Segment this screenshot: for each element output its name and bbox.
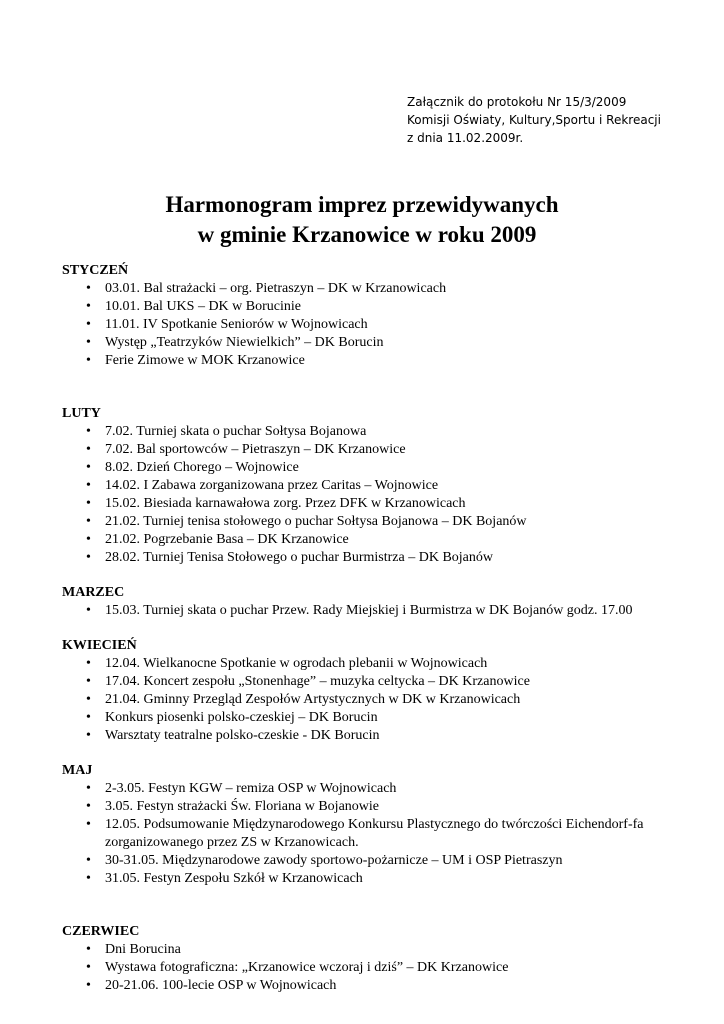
bullet-icon: • [86, 656, 91, 671]
event-text: 20-21.06. 100-lecie OSP w Wojnowicach [105, 978, 337, 993]
event-text: 7.02. Bal sportowców – Pietraszyn – DK Krzanowice [105, 442, 406, 457]
list-item [62, 780, 702, 798]
schedule [62, 262, 702, 995]
list-item [62, 709, 702, 727]
bullet-icon: • [86, 799, 91, 814]
event-text: Ferie Zimowe w MOK Krzanowice [105, 353, 305, 368]
event-text: Wystawa fotograficzna: „Krzanowice wczoraj i dziś” – DK Krzanowice [105, 960, 509, 975]
list-item [62, 441, 702, 459]
section-heading: MARZEC [62, 585, 125, 600]
event-list [62, 780, 702, 888]
event-text: 17.04. Koncert zespołu „Stonenhage” – muzyka celtycka – DK Krzanowice [105, 674, 530, 689]
event-text: Występ „Teatrzyków Niewielkich” – DK Borucin [105, 335, 384, 350]
list-item [62, 477, 702, 495]
event-text: 8.02. Dzień Chorego – Wojnowice [105, 460, 299, 475]
event-text: 14.02. I Zabawa zorganizowana przez Caritas – Wojnowice [105, 478, 439, 493]
bullet-icon: • [86, 871, 91, 886]
event-text: 12.05. Podsumowanie Międzynarodowego Konkursu Plastycznego do twórczości Eichendorf-fa zorganizowanego przez ZS w Krzanowicach. [105, 817, 644, 850]
bullet-icon: • [86, 817, 91, 832]
section-heading: STYCZEŃ [62, 263, 129, 278]
event-text: Warsztaty teatralne polsko-czeskie - DK Borucin [105, 728, 380, 743]
bullet-icon: • [86, 728, 91, 743]
bullet-icon: • [86, 299, 91, 314]
event-text: 10.01. Bal UKS – DK w Borucinie [105, 299, 301, 314]
list-item [62, 727, 702, 745]
bullet-icon: • [86, 710, 91, 725]
list-item [62, 495, 702, 513]
event-text: 28.02. Turniej Tenisa Stołowego o puchar Burmistrza – DK Bojanów [105, 550, 494, 565]
section-heading: KWIECIEŃ [62, 638, 137, 653]
event-text: 12.04. Wielkanocne Spotkanie w ogrodach plebanii w Wojnowicach [105, 656, 488, 671]
bullet-icon: • [86, 442, 91, 457]
section-czerwiec [62, 923, 702, 995]
section-heading: LUTY [62, 406, 101, 421]
bullet-icon: • [86, 603, 91, 618]
list-item [62, 298, 702, 316]
list-item [62, 852, 702, 870]
event-list [62, 423, 702, 567]
event-text: 11.01. IV Spotkanie Seniorów w Wojnowicach [105, 317, 368, 332]
list-item [62, 673, 702, 691]
event-text: 21.02. Pogrzebanie Basa – DK Krzanowice [105, 532, 349, 547]
bullet-icon: • [86, 674, 91, 689]
spacer [62, 567, 702, 584]
bullet-icon: • [86, 853, 91, 868]
list-item [62, 334, 702, 352]
bullet-icon: • [86, 978, 91, 993]
list-item [62, 977, 702, 995]
event-list [62, 655, 702, 745]
bullet-icon: • [86, 550, 91, 565]
bullet-icon: • [86, 781, 91, 796]
list-item [62, 513, 702, 531]
bullet-icon: • [86, 317, 91, 332]
section-heading: MAJ [62, 763, 93, 778]
list-item [62, 423, 702, 441]
event-list [62, 941, 702, 995]
event-text: 2-3.05. Festyn KGW – remiza OSP w Wojnowicach [105, 781, 397, 796]
bullet-icon: • [86, 532, 91, 547]
title-line-2: w gminie Krzanowice w roku 2009 [197, 222, 537, 247]
document-title [0, 190, 724, 250]
list-item [62, 959, 702, 977]
spacer [62, 888, 702, 923]
list-item [62, 798, 702, 816]
event-text: 7.02. Turniej skata o puchar Sołtysa Bojanowa [105, 424, 367, 439]
list-item [62, 870, 702, 888]
annex-note [407, 93, 661, 147]
event-text: 3.05. Festyn strażacki Św. Floriana w Bojanowie [105, 799, 379, 814]
event-text: 21.02. Turniej tenisa stołowego o puchar Sołtysa Bojanowa – DK Bojanów [105, 514, 527, 529]
list-item [62, 941, 702, 959]
bullet-icon: • [86, 424, 91, 439]
annex-line-3: z dnia 11.02.2009r. [407, 131, 524, 145]
list-item [62, 316, 702, 334]
bullet-icon: • [86, 496, 91, 511]
list-item [62, 655, 702, 673]
bullet-icon: • [86, 960, 91, 975]
event-text: 03.01. Bal strażacki – org. Pietraszyn – DK w Krzanowicach [105, 281, 447, 296]
spacer [62, 745, 702, 762]
annex-line-1: Załącznik do protokołu Nr 15/3/2009 [407, 95, 627, 109]
event-list [62, 602, 702, 620]
title-line-1: Harmonogram imprez przewidywanych [165, 192, 559, 217]
section-luty [62, 405, 702, 567]
section-maj [62, 762, 702, 888]
list-item [62, 816, 702, 852]
spacer [62, 620, 702, 637]
list-item [62, 691, 702, 709]
bullet-icon: • [86, 281, 91, 296]
section-marzec [62, 584, 702, 620]
section-heading: CZERWIEC [62, 924, 140, 939]
bullet-icon: • [86, 514, 91, 529]
event-text: 15.02. Biesiada karnawałowa zorg. Przez DFK w Krzanowicach [105, 496, 466, 511]
list-item [62, 352, 702, 370]
event-text: Dni Borucina [105, 942, 181, 957]
event-text: 15.03. Turniej skata o puchar Przew. Rady Miejskiej i Burmistrza w DK Bojanów godz. 17.00 [105, 603, 633, 618]
bullet-icon: • [86, 692, 91, 707]
annex-line-2: Komisji Oświaty, Kultury,Sportu i Rekreacji [407, 113, 661, 127]
bullet-icon: • [86, 460, 91, 475]
event-text: 30-31.05. Międzynarodowe zawody sportowo-pożarnicze – UM i OSP Pietraszyn [105, 853, 563, 868]
list-item [62, 280, 702, 298]
list-item [62, 549, 702, 567]
event-text: 21.04. Gminny Przegląd Zespołów Artystycznych w DK w Krzanowicach [105, 692, 521, 707]
list-item [62, 531, 702, 549]
list-item [62, 602, 702, 620]
event-text: Konkurs piosenki polsko-czeskiej – DK Borucin [105, 710, 378, 725]
list-item [62, 459, 702, 477]
section-kwiecien [62, 637, 702, 745]
event-text: 31.05. Festyn Zespołu Szkół w Krzanowicach [105, 871, 363, 886]
bullet-icon: • [86, 478, 91, 493]
bullet-icon: • [86, 335, 91, 350]
section-styczen [62, 262, 702, 370]
bullet-icon: • [86, 353, 91, 368]
event-list [62, 280, 702, 370]
spacer [62, 370, 702, 405]
bullet-icon: • [86, 942, 91, 957]
